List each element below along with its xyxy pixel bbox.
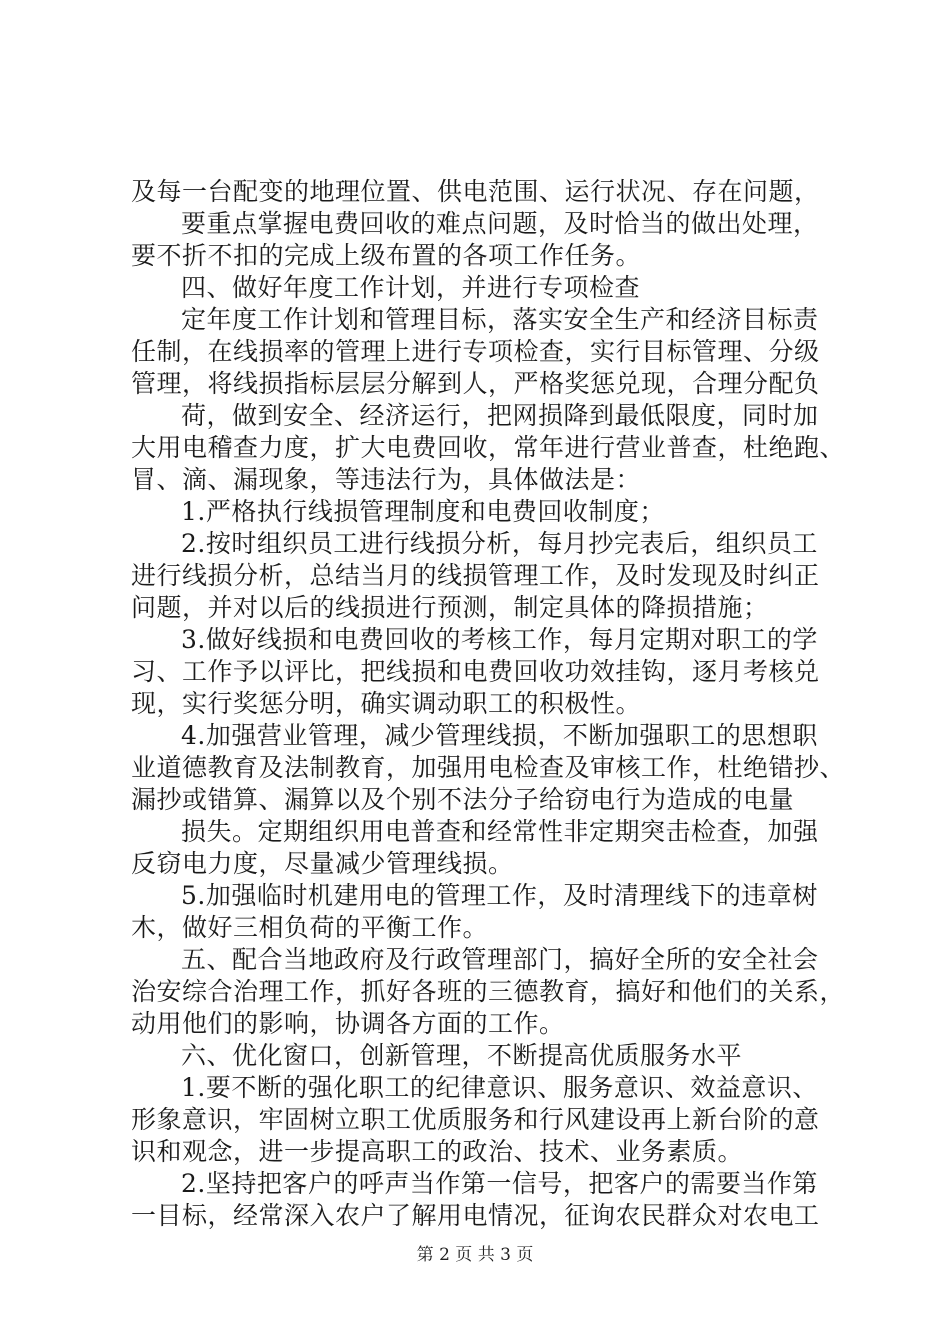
text-line: 一目标，经常深入农户了解用电情况，征询农民群众对农电工 <box>131 1201 820 1230</box>
list-item: 5.加强临时机建用电的管理工作，及时清理线下的违章树 <box>181 881 818 910</box>
section-heading: 四、做好年度工作计划，并进行专项检查 <box>181 273 641 302</box>
text-line: 进行线损分析，总结当月的线损管理工作，及时发现及时纠正 <box>131 561 820 590</box>
text-line: 问题，并对以后的线损进行预测，制定具体的降损措施； <box>131 593 769 622</box>
list-item: 2.坚持把客户的呼声当作第一信号，把客户的需要当作第 <box>181 1169 818 1198</box>
list-item: 2.按时组织员工进行线损分析，每月抄完表后，组织员工 <box>181 529 818 558</box>
text-line: 形象意识，牢固树立职工优质服务和行风建设再上新台阶的意 <box>131 1105 820 1134</box>
text-line: 漏抄或错算、漏算以及个别不法分子给窃电行为造成的电量 <box>131 785 795 814</box>
list-item: 1.严格执行线损管理制度和电费回收制度； <box>181 497 665 526</box>
list-item: 1.要不断的强化职工的纪律意识、服务意识、效益意识、 <box>181 1073 818 1102</box>
text-line: 习、工作予以评比，把线损和电费回收功效挂钩，逐月考核兑 <box>131 657 820 686</box>
text-line: 治安综合治理工作，抓好各班的三德教育，搞好和他们的关系， <box>131 977 846 1006</box>
text-line: 荷，做到安全、经济运行，把网损降到最低限度，同时加 <box>181 401 819 430</box>
section-heading: 五、配合当地政府及行政管理部门，搞好全所的安全社会 <box>181 945 819 974</box>
text-line: 任制，在线损率的管理上进行专项检查，实行目标管理、分级 <box>131 337 820 366</box>
text-line: 反窃电力度，尽量减少管理线损。 <box>131 849 514 878</box>
text-line: 大用电稽查力度，扩大电费回收，常年进行营业普查，杜绝跑、 <box>131 433 846 462</box>
text-line: 管理，将线损指标层层分解到人，严格奖惩兑现，合理分配负 <box>131 369 820 398</box>
text-line: 要重点掌握电费回收的难点问题，及时恰当的做出处理， <box>181 209 819 238</box>
text-line: 定年度工作计划和管理目标，落实安全生产和经济目标责 <box>181 305 819 334</box>
list-item: 3.做好线损和电费回收的考核工作，每月定期对职工的学 <box>181 625 818 654</box>
text-line: 业道德教育及法制教育，加强用电检查及审核工作，杜绝错抄、 <box>131 753 846 782</box>
list-item: 4.加强营业管理，减少管理线损，不断加强职工的思想职 <box>181 721 818 750</box>
section-heading: 六、优化窗口，创新管理，不断提高优质服务水平 <box>181 1041 743 1070</box>
text-line: 要不折不扣的完成上级布置的各项工作任务。 <box>131 241 642 270</box>
text-line: 动用他们的影响，协调各方面的工作。 <box>131 1009 565 1038</box>
text-line: 及每一台配变的地理位置、供电范围、运行状况、存在问题， <box>131 177 820 206</box>
text-line: 识和观念，进一步提高职工的政治、技术、业务素质。 <box>131 1137 744 1166</box>
page-footer: 第 2 页 共 3 页 <box>416 1245 534 1265</box>
text-line: 冒、滴、漏现象，等违法行为，具体做法是： <box>131 465 642 494</box>
text-line: 现，实行奖惩分明，确实调动职工的积极性。 <box>131 689 642 718</box>
text-line: 损失。定期组织用电普查和经常性非定期突击检查，加强 <box>181 817 819 846</box>
text-line: 木，做好三相负荷的平衡工作。 <box>131 913 489 942</box>
